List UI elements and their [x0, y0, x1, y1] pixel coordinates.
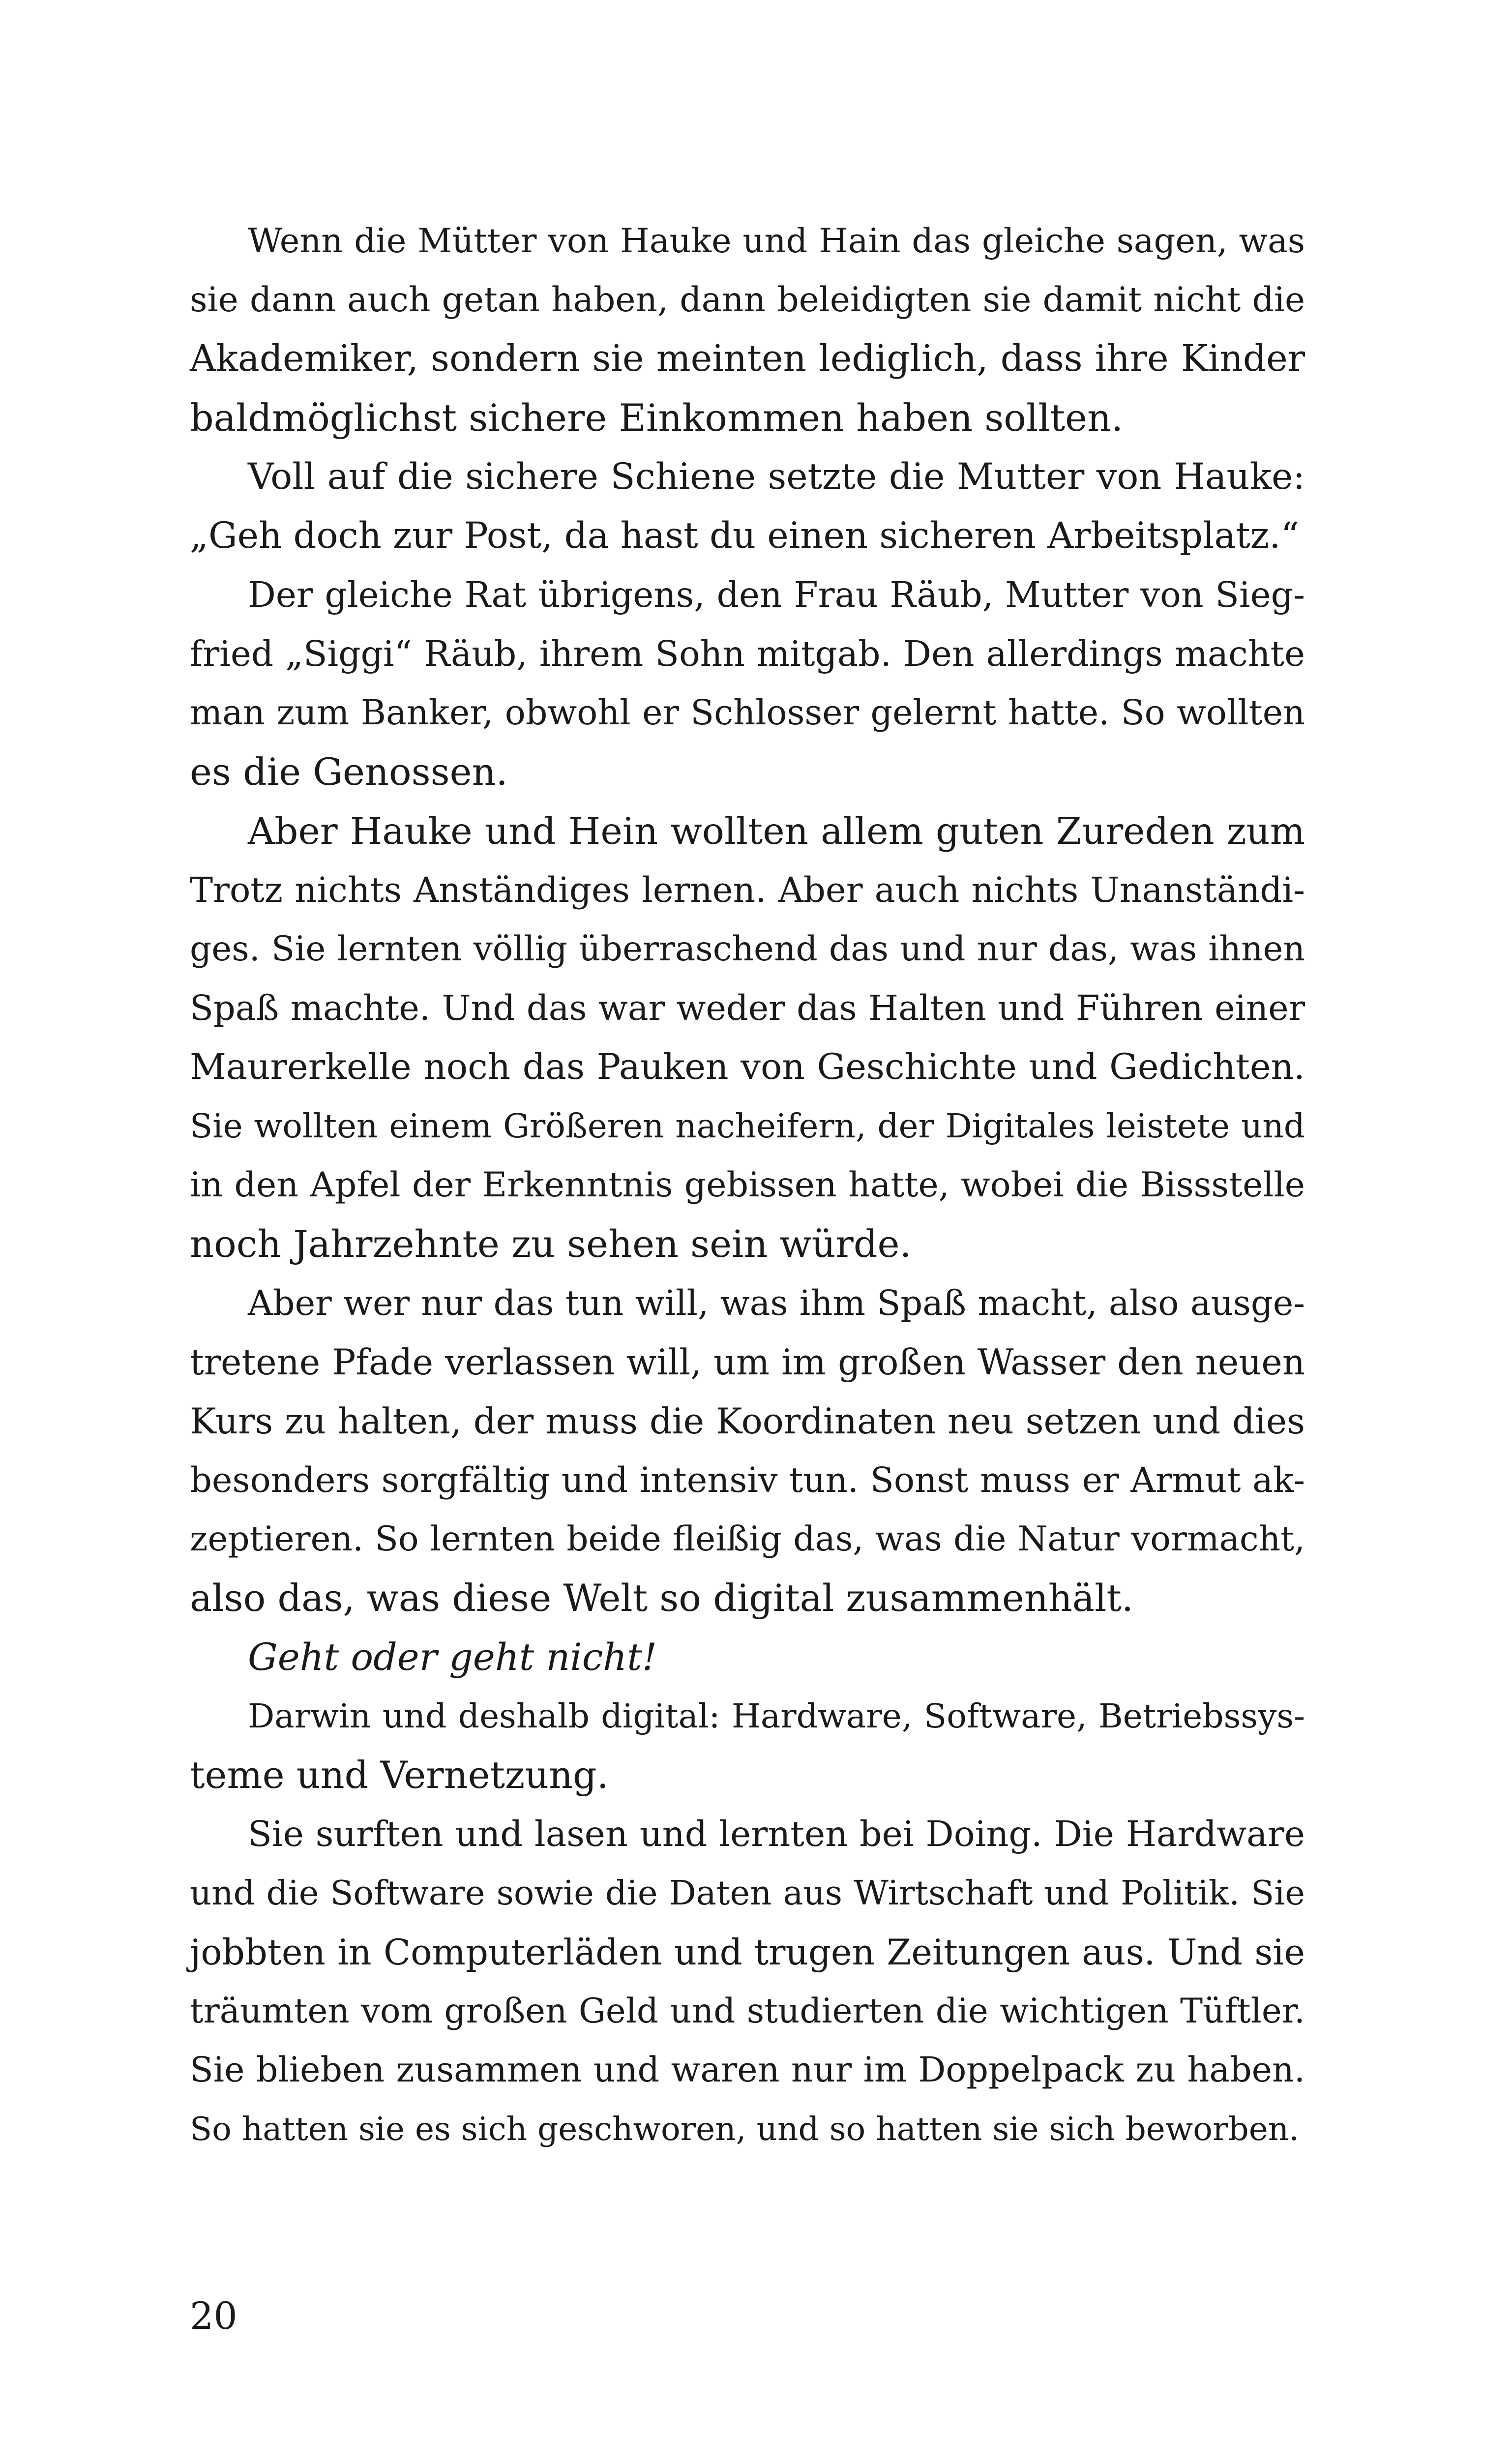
text-line: Trotz nichts Anständiges lernen. Aber auch nichts Unanständi- — [190, 869, 1305, 910]
text-line: träumten vom großen Geld und studierten die wichtigen Tüftler. — [190, 1992, 1305, 2031]
text-line: Sie blieben zusammen und waren nur im Doppelpack zu haben. — [190, 2050, 1305, 2090]
text-line: Akademiker, sondern sie meinten lediglich, dass ihre Kinder — [190, 338, 1305, 380]
text-line: Der gleiche Rat übrigens, den Frau Räub, Mutter von Sieg- — [248, 574, 1305, 615]
text-line: es die Genossen. — [190, 750, 508, 794]
text-line: jobbten in Computerläden und trugen Zeitungen aus. Und sie — [190, 1932, 1305, 1973]
page-number: 20 — [190, 2294, 237, 2338]
text-line: Voll auf die sichere Schiene setzte die Mutter von Hauke: — [248, 456, 1305, 498]
paragraph — [190, 447, 1305, 565]
text-line: tretene Pfade verlassen will, um im großen Wasser den neuen — [190, 1341, 1305, 1383]
text-line: sie dann auch getan haben, dann beleidigten sie damit nicht die — [190, 280, 1305, 320]
text-line: besonders sorgfältig und intensiv tun. Sonst muss er Armut ak- — [190, 1460, 1305, 1500]
text-line: ges. Sie lernten völlig überraschend das und nur das, was ihnen — [190, 929, 1305, 969]
text-line: Maurerkelle noch das Pauken von Geschichte und Gedichten. — [190, 1046, 1305, 1088]
paragraph — [190, 1805, 1305, 2159]
text-line: Wenn die Mütter von Hauke und Hain das gleiche sagen, was — [248, 221, 1305, 261]
text-line: Aber wer nur das tun will, was ihm Spaß macht, also ausge- — [248, 1283, 1305, 1323]
text-line: teme und Vernetzung. — [190, 1753, 609, 1797]
paragraph — [190, 1687, 1305, 1805]
text-line: Sie wollten einem Größeren nacheifern, der Digitales leistete und — [190, 1106, 1305, 1145]
paragraph — [190, 565, 1305, 802]
text-line: noch Jahrzehnte zu sehen sein würde. — [190, 1222, 912, 1266]
paragraph — [190, 211, 1305, 447]
paragraph — [190, 1274, 1305, 1628]
text-line: Geht oder geht nicht! — [248, 1635, 657, 1679]
text-line: „Geh doch zur Post, da hast du einen sicheren Arbeitsplatz.“ — [190, 515, 1300, 557]
text-line: Kurs zu halten, der muss die Koordinaten neu setzen und dies — [190, 1400, 1305, 1442]
text-line: Sie surften und lasen und lernten bei Doing. Die Hardware — [248, 1814, 1305, 1854]
text-line: baldmöglichst sichere Einkommen haben sollten. — [190, 396, 1124, 440]
text-line: fried „Siggi“ Räub, ihrem Sohn mitgab. Den allerdings machte — [190, 633, 1305, 674]
body-text — [190, 211, 1305, 2159]
text-line: So hatten sie es sich geschworen, und so hatten sie sich beworben. — [190, 2110, 1300, 2148]
paragraph — [190, 802, 1305, 1274]
text-line: man zum Banker, obwohl er Schlosser gelernt hatte. So wollten — [190, 693, 1305, 733]
text-line: zeptieren. So lernten beide fleißig das, was die Natur vormacht, — [190, 1519, 1305, 1559]
text-line: Aber Hauke und Hein wollten allem guten Zureden zum — [248, 809, 1305, 853]
text-line: Spaß machte. Und das war weder das Halten und Führen einer — [190, 988, 1305, 1028]
text-line: und die Software sowie die Daten aus Wirtschaft und Politik. Sie — [190, 1873, 1305, 1913]
paragraph — [190, 1628, 1305, 1687]
text-line: in den Apfel der Erkenntnis gebissen hatte, wobei die Bissstelle — [190, 1165, 1305, 1205]
text-line: also das, was diese Welt so digital zusammenhält. — [190, 1576, 1134, 1620]
text-line: Darwin und deshalb digital: Hardware, Software, Betriebssys- — [248, 1696, 1305, 1735]
